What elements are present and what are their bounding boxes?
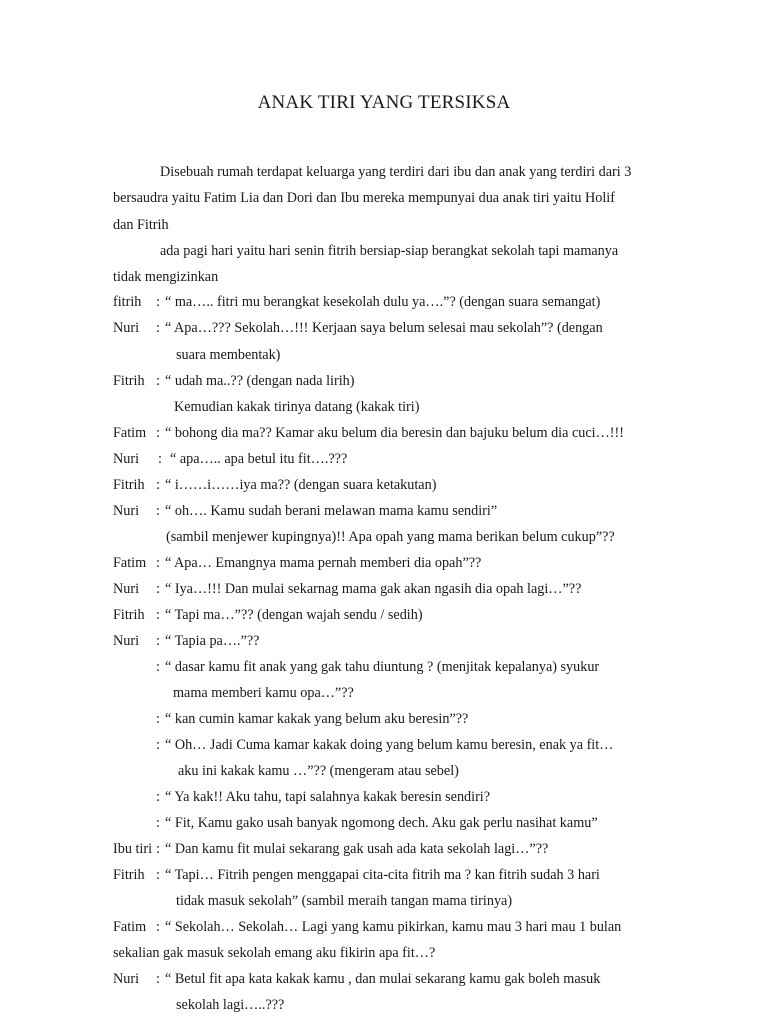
speaker-colon: : bbox=[156, 555, 160, 571]
speaker-name: Nuri bbox=[113, 971, 140, 987]
dialogue-line: “ udah ma..?? (dengan nada lirih) bbox=[165, 373, 355, 389]
document-title: ANAK TIRI YANG TERSIKSA bbox=[257, 92, 511, 113]
speaker-colon: : bbox=[156, 633, 160, 649]
speaker-colon: : bbox=[158, 451, 162, 467]
dialogue-line: “ dasar kamu fit anak yang gak tahu diuntung ? (menjitak kepalanya) syukur bbox=[165, 659, 600, 675]
dialogue-line: “ Iya…!!! Dan mulai sekarnag mama gak akan ngasih dia opah lagi…”?? bbox=[165, 581, 582, 597]
dialogue-line: “ Tapi… Fitrih pengen menggapai cita-cita fitrih ma ? kan fitrih sudah 3 hari bbox=[165, 867, 600, 883]
speaker-name: Nuri bbox=[113, 320, 140, 336]
dialogue-continuation: tidak masuk sekolah” (sambil meraih tangan mama tirinya) bbox=[176, 893, 513, 909]
dialogue-continuation: (sambil menjewer kupingnya)!! Apa opah yang mama berikan belum cukup”?? bbox=[166, 529, 615, 545]
dialogue-line: “ ma….. fitri mu berangkat kesekolah dulu ya….”? (dengan suara semangat) bbox=[165, 294, 601, 310]
speaker-colon: : bbox=[156, 503, 160, 519]
dialogue-line: “ Ya kak!! Aku tahu, tapi salahnya kakak beresin sendiri? bbox=[165, 789, 491, 805]
speaker-colon: : bbox=[156, 919, 160, 935]
speaker-name: Fatim bbox=[113, 555, 147, 571]
speaker-name: Fatim bbox=[113, 425, 147, 441]
dialogue-line: “ Fit, Kamu gako usah banyak ngomong dech. Aku gak perlu nasihat kamu” bbox=[165, 815, 598, 831]
speaker-name: Fitrih bbox=[113, 867, 145, 883]
dialogue-continuation: suara membentak) bbox=[176, 347, 281, 363]
speaker-name: Fatim bbox=[113, 919, 147, 935]
speaker-colon: : bbox=[156, 789, 160, 805]
dialogue-line: “ Apa…??? Sekolah…!!! Kerjaan saya belum selesai mau sekolah”? (dengan bbox=[165, 320, 603, 336]
speaker-colon: : bbox=[156, 373, 160, 389]
narration-line: Kemudian kakak tirinya datang (kakak tiri) bbox=[174, 399, 420, 415]
speaker-name: Fitrih bbox=[113, 477, 145, 493]
speaker-name: Nuri bbox=[113, 633, 140, 649]
dialogue-continuation: aku ini kakak kamu …”?? (mengeram atau sebel) bbox=[178, 763, 459, 779]
intro-line: ada pagi hari yaitu hari senin fitrih bersiap-siap berangkat sekolah tapi mamanya bbox=[160, 243, 619, 259]
intro-line: dan Fitrih bbox=[113, 217, 169, 233]
speaker-colon: : bbox=[156, 815, 160, 831]
dialogue-line: “ bohong dia ma?? Kamar aku belum dia beresin dan bajuku belum dia cuci…!!! bbox=[165, 425, 624, 441]
dialogue-line: “ kan cumin kamar kakak yang belum aku beresin”?? bbox=[165, 711, 469, 727]
dialogue-line: “ Betul fit apa kata kakak kamu , dan mulai sekarang kamu gak boleh masuk bbox=[165, 971, 601, 987]
speaker-name: Nuri bbox=[113, 451, 140, 467]
intro-line: Disebuah rumah terdapat keluarga yang terdiri dari ibu dan anak yang terdiri dari 3 bbox=[160, 164, 632, 180]
dialogue-continuation: sekalian gak masuk sekolah emang aku fikirin apa fit…? bbox=[113, 945, 436, 961]
speaker-colon: : bbox=[156, 320, 160, 336]
dialogue-line: “ Sekolah… Sekolah… Lagi yang kamu pikirkan, kamu mau 3 hari mau 1 bulan bbox=[165, 919, 622, 935]
speaker-colon: : bbox=[156, 867, 160, 883]
speaker-colon: : bbox=[156, 841, 160, 857]
speaker-colon: : bbox=[156, 971, 160, 987]
speaker-colon: : bbox=[156, 477, 160, 493]
speaker-colon: : bbox=[156, 659, 160, 675]
dialogue-line: “ Tapi ma…”?? (dengan wajah sendu / sedih) bbox=[165, 607, 423, 623]
dialogue-line: “ apa….. apa betul itu fit….??? bbox=[170, 451, 348, 467]
speaker-name: Fitrih bbox=[113, 373, 145, 389]
dialogue-line: “ Dan kamu fit mulai sekarang gak usah ada kata sekolah lagi…”?? bbox=[165, 841, 549, 857]
speaker-colon: : bbox=[156, 711, 160, 727]
dialogue-line: “ Oh… Jadi Cuma kamar kakak doing yang belum kamu beresin, enak ya fit… bbox=[165, 737, 614, 753]
dialogue-line: “ i……i……iya ma?? (dengan suara ketakutan) bbox=[165, 477, 437, 493]
speaker-name: Ibu tiri bbox=[113, 841, 153, 857]
speaker-colon: : bbox=[156, 425, 160, 441]
dialogue-line: “ oh…. Kamu sudah berani melawan mama kamu sendiri” bbox=[165, 503, 498, 519]
speaker-colon: : bbox=[156, 294, 160, 310]
speaker-name: fitrih bbox=[113, 294, 142, 310]
speaker-colon: : bbox=[156, 581, 160, 597]
speaker-name: Fitrih bbox=[113, 607, 145, 623]
speaker-colon: : bbox=[156, 737, 160, 753]
intro-line: tidak mengizinkan bbox=[113, 269, 219, 285]
intro-line: bersaudra yaitu Fatim Lia dan Dori dan Ibu mereka mempunyai dua anak tiri yaitu Holif bbox=[113, 190, 615, 206]
speaker-name: Nuri bbox=[113, 581, 140, 597]
dialogue-line: “ Apa… Emangnya mama pernah memberi dia opah”?? bbox=[165, 555, 482, 571]
dialogue-continuation: sekolah lagi…..??? bbox=[176, 997, 285, 1013]
dialogue-continuation: mama memberi kamu opa…”?? bbox=[173, 685, 354, 701]
speaker-colon: : bbox=[156, 607, 160, 623]
speaker-name: Nuri bbox=[113, 503, 140, 519]
dialogue-line: “ Tapia pa….”?? bbox=[165, 633, 260, 649]
